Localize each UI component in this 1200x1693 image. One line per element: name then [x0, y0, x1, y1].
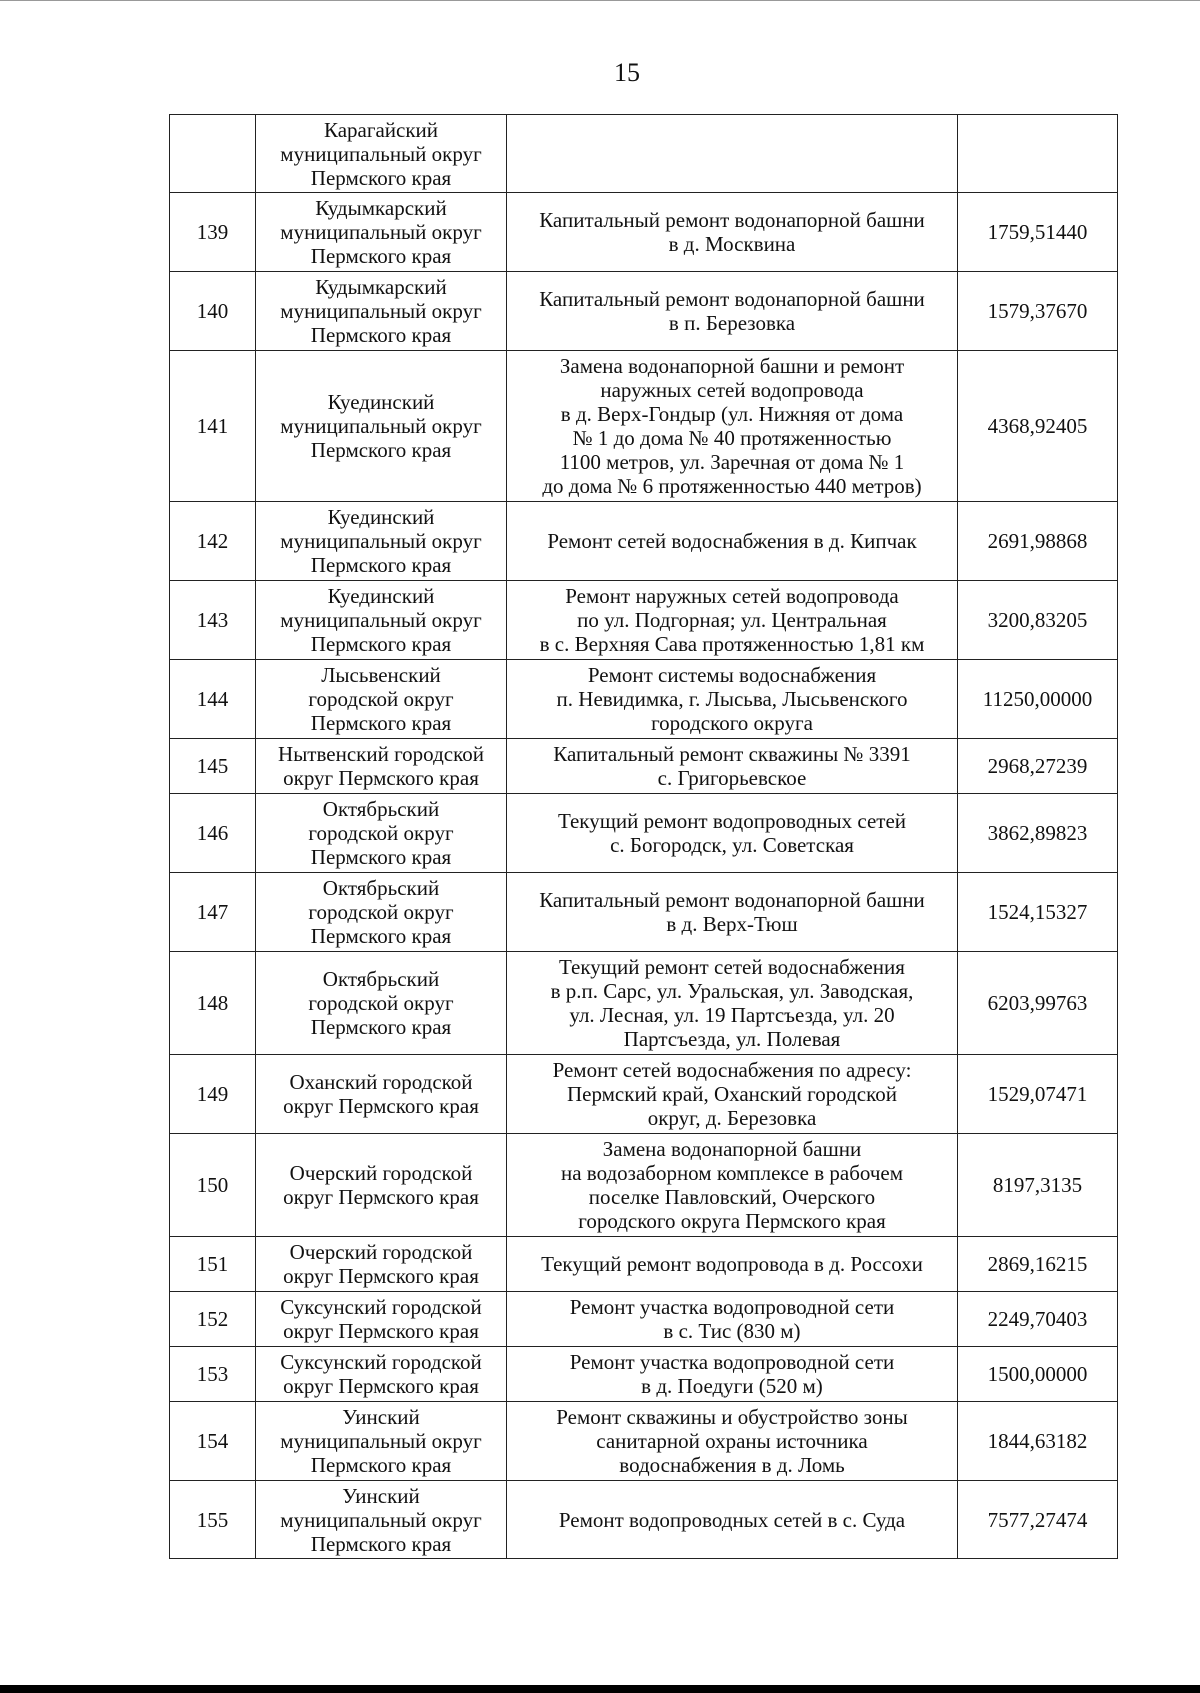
cell-line: Замена водонапорной башни: [602, 1137, 862, 1161]
cell-line: в с. Тис (830 м): [663, 1319, 801, 1343]
cell-line: округ Пермского края: [283, 1094, 479, 1118]
cell-line: Оханский городской: [289, 1070, 473, 1094]
cell-line: Уинский: [342, 1483, 420, 1508]
cell-line: Пермского края: [310, 711, 452, 735]
cell-line: Капитальный ремонт водонапорной башни: [539, 888, 925, 912]
amount-cell: 2691,98868: [958, 502, 1118, 581]
cell-line: ул. Лесная, ул. 19 Партсъезда, ул. 20: [569, 1003, 895, 1027]
cell-line: Ремонт скважины и обустройство зоны: [556, 1405, 908, 1429]
row-number-cell: 141: [170, 351, 256, 502]
table-row: [170, 1402, 1118, 1481]
cell-line: Кудымкарский: [315, 196, 447, 220]
cell-line: в с. Верхняя Сава протяженностью 1,81 км: [539, 632, 925, 656]
work-description-cell: [507, 1292, 958, 1347]
table-row: [170, 1292, 1118, 1347]
cell-line: Текущий ремонт сетей водоснабжения: [559, 955, 905, 979]
works-table: [169, 114, 1118, 1559]
cell-line: Кудымкарский: [315, 275, 447, 299]
amount-cell: 3862,89823: [958, 794, 1118, 873]
amount-cell: [958, 115, 1118, 193]
cell-line: муниципальный округ: [280, 1429, 482, 1453]
work-description-cell: [507, 1237, 958, 1292]
municipality-cell: [256, 502, 507, 581]
table-row: [170, 873, 1118, 952]
cell-line: Пермского края: [310, 323, 452, 347]
cell-line: Октябрьский: [322, 876, 440, 900]
cell-line: Суксунский городской: [280, 1350, 482, 1374]
table-row: [170, 502, 1118, 581]
amount-cell: 8197,3135: [958, 1134, 1118, 1237]
cell-line: городской округ: [308, 821, 454, 845]
cell-line: Суксунский городской: [280, 1295, 482, 1319]
table-row: [170, 115, 1118, 193]
cell-line: Очерский городской: [289, 1161, 473, 1185]
cell-line: округ Пермского края: [283, 1185, 479, 1209]
cell-line: Ремонт сетей водоснабжения в д. Кипчак: [547, 529, 917, 553]
cell-line: муниципальный округ: [280, 414, 482, 438]
cell-line: Ремонт участка водопроводной сети: [569, 1350, 895, 1374]
row-number-cell: 149: [170, 1055, 256, 1134]
page-number: 15: [614, 58, 640, 87]
cell-line: в д. Верх-Гондыр (ул. Нижняя от дома: [560, 402, 904, 426]
row-number-cell: 139: [170, 193, 256, 272]
cell-line: округ Пермского края: [283, 766, 479, 790]
table-row: [170, 794, 1118, 873]
cell-line: Текущий ремонт водопровода в д. Россохи: [541, 1252, 923, 1276]
work-description-cell: [507, 1347, 958, 1402]
amount-cell: 2869,16215: [958, 1237, 1118, 1292]
table-row: [170, 1481, 1118, 1559]
cell-line: Пермского края: [310, 924, 452, 948]
municipality-cell: [256, 660, 507, 739]
cell-line: наружных сетей водопровода: [600, 378, 864, 402]
work-description-cell: [507, 873, 958, 952]
amount-cell: 1579,37670: [958, 272, 1118, 351]
table-row: [170, 1347, 1118, 1402]
row-number-cell: 153: [170, 1347, 256, 1402]
cell-line: Ремонт водопроводных сетей в с. Суда: [558, 1507, 906, 1532]
table-row: [170, 581, 1118, 660]
municipality-cell: [256, 739, 507, 794]
row-number-cell: 142: [170, 502, 256, 581]
municipality-cell: [256, 581, 507, 660]
row-number-cell: 151: [170, 1237, 256, 1292]
cell-line: Пермского края: [310, 438, 452, 462]
row-number-cell: 154: [170, 1402, 256, 1481]
cell-line: Очерский городской: [289, 1240, 473, 1264]
municipality-cell: [256, 1292, 507, 1347]
work-description-cell: [507, 115, 958, 193]
table-body: [170, 115, 1118, 1559]
work-description-cell: [507, 794, 958, 873]
table-row: [170, 660, 1118, 739]
amount-cell: 11250,00000: [958, 660, 1118, 739]
municipality-cell: [256, 351, 507, 502]
work-description-cell: [507, 952, 958, 1055]
row-number-cell: 146: [170, 794, 256, 873]
cell-line: округ Пермского края: [283, 1264, 479, 1288]
cell-line: с. Богородск, ул. Советская: [610, 833, 854, 857]
cell-line: Пермского края: [310, 1453, 452, 1477]
amount-cell: 1529,07471: [958, 1055, 1118, 1134]
row-number-cell: 150: [170, 1134, 256, 1237]
amount-cell: 6203,99763: [958, 952, 1118, 1055]
cell-line: Капитальный ремонт водонапорной башни: [539, 287, 925, 311]
cell-line: Партсъезда, ул. Полевая: [623, 1027, 841, 1051]
cell-line: городского округа Пермского края: [578, 1209, 886, 1233]
municipality-cell: [256, 272, 507, 351]
cell-line: Куединский: [327, 390, 435, 414]
cell-line: округ, д. Березовка: [647, 1106, 817, 1130]
cell-line: в д. Поедуги (520 м): [641, 1374, 823, 1398]
work-description-cell: [507, 660, 958, 739]
cell-line: Пермского края: [310, 165, 452, 190]
table-row: [170, 1237, 1118, 1292]
scan-top-edge: [0, 0, 1200, 1]
row-number-cell: 140: [170, 272, 256, 351]
cell-line: до дома № 6 протяженностью 440 метров): [542, 474, 922, 498]
cell-line: муниципальный округ: [280, 299, 482, 323]
amount-cell: 2968,27239: [958, 739, 1118, 794]
row-number-cell: 155: [170, 1481, 256, 1559]
work-description-cell: [507, 581, 958, 660]
cell-line: муниципальный округ: [280, 220, 482, 244]
cell-line: Пермского края: [310, 1531, 452, 1556]
cell-line: Пермского края: [310, 553, 452, 577]
work-description-cell: [507, 1402, 958, 1481]
cell-line: по ул. Подгорная; ул. Центральная: [577, 608, 887, 632]
cell-line: Лысьвенский: [321, 663, 441, 687]
cell-line: Пермский край, Оханский городской: [566, 1082, 898, 1106]
cell-line: муниципальный округ: [280, 529, 482, 553]
work-description-cell: [507, 739, 958, 794]
work-description-cell: [507, 272, 958, 351]
municipality-cell: [256, 193, 507, 272]
table-row: [170, 1134, 1118, 1237]
cell-line: на водозаборном комплексе в рабочем: [560, 1161, 904, 1185]
cell-line: 1100 метров, ул. Заречная от дома № 1: [559, 450, 905, 474]
cell-line: Пермского края: [310, 632, 452, 656]
cell-line: округ Пермского края: [283, 1319, 479, 1343]
cell-line: Октябрьский: [322, 797, 440, 821]
work-description-cell: [507, 1134, 958, 1237]
cell-line: в д. Москвина: [668, 232, 796, 256]
cell-line: Карагайский: [323, 117, 439, 142]
amount-cell: 1844,63182: [958, 1402, 1118, 1481]
cell-line: Октябрьский: [322, 967, 440, 991]
row-number-cell: 152: [170, 1292, 256, 1347]
cell-line: Ремонт сетей водоснабжения по адресу:: [552, 1058, 912, 1082]
work-description-cell: [507, 193, 958, 272]
cell-line: муниципальный округ: [280, 608, 482, 632]
amount-cell: 2249,70403: [958, 1292, 1118, 1347]
municipality-cell: [256, 1055, 507, 1134]
cell-line: № 1 до дома № 40 протяженностью: [572, 426, 892, 450]
cell-line: санитарной охраны источника: [596, 1429, 868, 1453]
row-number-cell: 143: [170, 581, 256, 660]
amount-cell: 1759,51440: [958, 193, 1118, 272]
municipality-cell: [256, 1237, 507, 1292]
municipality-cell: [256, 1402, 507, 1481]
cell-line: Ремонт наружных сетей водопровода: [565, 584, 899, 608]
municipality-cell: [256, 115, 507, 193]
cell-line: Ремонт участка водопроводной сети: [569, 1295, 895, 1319]
municipality-cell: [256, 1481, 507, 1559]
cell-line: муниципальный округ: [280, 141, 482, 166]
cell-line: Капитальный ремонт скважины № 3391: [553, 742, 911, 766]
cell-line: городского округа: [651, 711, 813, 735]
table-row: [170, 739, 1118, 794]
scan-bottom-edge: [0, 1685, 1200, 1693]
municipality-cell: [256, 873, 507, 952]
cell-line: в д. Верх-Тюш: [666, 912, 798, 936]
row-number-cell: 147: [170, 873, 256, 952]
cell-line: округ Пермского края: [283, 1374, 479, 1398]
cell-line: Пермского края: [310, 845, 452, 869]
amount-cell: 7577,27474: [958, 1481, 1118, 1559]
work-description-cell: [507, 502, 958, 581]
amount-cell: 1524,15327: [958, 873, 1118, 952]
row-number-cell: [170, 115, 256, 193]
table-row: [170, 272, 1118, 351]
municipality-cell: [256, 952, 507, 1055]
cell-line: в р.п. Сарс, ул. Уральская, ул. Заводская,: [550, 979, 914, 1003]
cell-line: муниципальный округ: [280, 1507, 482, 1532]
row-number-cell: 144: [170, 660, 256, 739]
row-number-cell: 148: [170, 952, 256, 1055]
cell-line: городской округ: [308, 687, 454, 711]
cell-line: Пермского края: [310, 1015, 452, 1039]
table-row: [170, 351, 1118, 502]
cell-line: поселке Павловский, Очерского: [588, 1185, 876, 1209]
municipality-cell: [256, 1347, 507, 1402]
work-description-cell: [507, 351, 958, 502]
cell-line: Пермского края: [310, 244, 452, 268]
cell-line: в п. Березовка: [668, 311, 796, 335]
cell-line: Капитальный ремонт водонапорной башни: [539, 208, 925, 232]
cell-line: Замена водонапорной башни и ремонт: [559, 354, 905, 378]
municipality-cell: [256, 794, 507, 873]
amount-cell: 1500,00000: [958, 1347, 1118, 1402]
amount-cell: 3200,83205: [958, 581, 1118, 660]
work-description-cell: [507, 1481, 958, 1559]
cell-line: Текущий ремонт водопроводных сетей: [557, 809, 907, 833]
cell-line: городской округ: [308, 900, 454, 924]
cell-line: городской округ: [308, 991, 454, 1015]
cell-line: Нытвенский городской: [278, 742, 484, 766]
cell-line: Куединский: [327, 584, 435, 608]
amount-cell: 4368,92405: [958, 351, 1118, 502]
table-row: [170, 1055, 1118, 1134]
cell-line: Куединский: [327, 505, 435, 529]
row-number-cell: 145: [170, 739, 256, 794]
work-description-cell: [507, 1055, 958, 1134]
table-row: [170, 952, 1118, 1055]
municipality-cell: [256, 1134, 507, 1237]
cell-line: с. Григорьевское: [657, 766, 807, 790]
cell-line: Ремонт системы водоснабжения: [587, 663, 877, 687]
cell-line: водоснабжения в д. Ломь: [619, 1453, 845, 1477]
cell-line: Уинский: [342, 1405, 420, 1429]
table-row: [170, 193, 1118, 272]
cell-line: п. Невидимка, г. Лысьва, Лысьвенского: [556, 687, 908, 711]
